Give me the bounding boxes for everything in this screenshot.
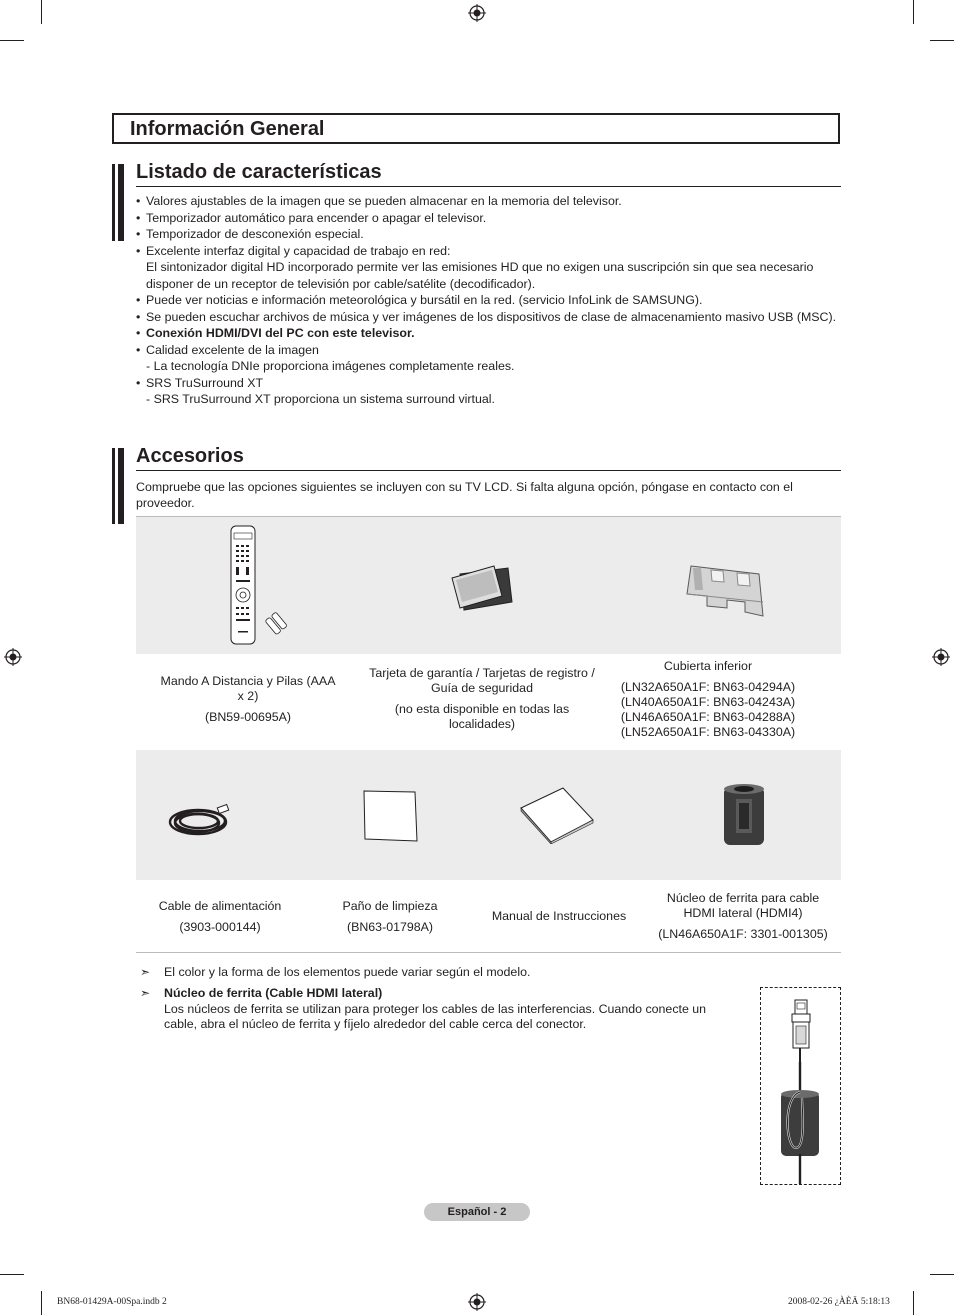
features-title: Listado de características [136, 161, 382, 183]
accessories-intro: Compruebe que las opciones siguientes se incluyen con su TV LCD. Si falta alguna opción, póngase en contacto con el proveedor. [136, 480, 793, 510]
registration-mark-icon [4, 648, 22, 666]
accessories-title: Accesorios [136, 445, 244, 467]
feature-text: • Temporizador automático para encender o apagar el televisor. [146, 210, 487, 225]
crop-mark [930, 40, 954, 41]
ferrite-note-title: Núcleo de ferrita (Cable HDMI lateral) [164, 986, 383, 1000]
accessory-code: (LN32A650A1F: BN63-04294A) [620, 680, 796, 694]
accessory-code: (LN40A650A1F: BN63-04243A) [620, 695, 796, 709]
feature-item [136, 226, 842, 243]
chapter-header [112, 113, 840, 144]
crop-mark [0, 40, 24, 41]
feature-text: • Se pueden escuchar archivos de música y ver imágenes de los dispositivos de clase de almacenamiento masivo USB (MSC). [146, 309, 837, 324]
ferrite-core-icon [722, 783, 766, 849]
accessory-name: Núcleo de ferrita para cable HDMI lateral (HDMI4) [666, 891, 820, 920]
accessories-rule [136, 470, 841, 471]
feature-item [136, 375, 842, 408]
feature-text: • SRS TruSurround XT [146, 375, 264, 390]
accessory-caption [616, 659, 800, 740]
accessory-caption [160, 674, 336, 725]
accessory-code: (BN59-00695A) [204, 710, 292, 724]
accessory-name: Tarjeta de garantía / Tarjetas de registro / Guía de seguridad [369, 666, 595, 695]
accessory-name: Cable de alimentación [158, 899, 282, 913]
accessory-code: (BN63-01798A) [346, 920, 434, 934]
accessory-name: Cubierta inferior [663, 659, 753, 673]
note-arrow-icon: ➣ [140, 965, 151, 979]
remote-control-icon [226, 525, 288, 647]
registration-mark-icon [932, 648, 950, 666]
feature-text: • Excelente interfaz digital y capacidad de trabajo en red: [146, 243, 451, 258]
features-rule [136, 186, 841, 187]
feature-item [136, 342, 842, 375]
warranty-cards-icon [450, 564, 514, 614]
ferrite-note [164, 986, 736, 1033]
section-bar [112, 448, 115, 524]
accessory-code: (no esta disponible en todas las localidades) [394, 702, 570, 731]
section-bar [118, 164, 124, 241]
accessory-name: Paño de limpieza [342, 899, 438, 913]
feature-text: • Conexión HDMI/DVI del PC con este televisor. [146, 326, 415, 340]
crop-mark [41, 1291, 42, 1315]
section-bar [112, 164, 115, 241]
feature-item [136, 292, 842, 309]
bottom-cover-icon [683, 562, 765, 620]
page-number-badge: Español - 2 [424, 1203, 530, 1221]
accessory-name: Manual de Instrucciones [491, 909, 627, 923]
feature-item [136, 210, 842, 227]
footer-file-name: BN68-01429A-00Spa.indb 2 [57, 1297, 167, 1307]
feature-text: • Calidad excelente de la imagen [146, 342, 319, 357]
registration-mark-icon [468, 1293, 486, 1311]
accessory-caption [316, 899, 464, 935]
feature-text: • Temporizador de desconexión especial. [146, 227, 364, 241]
crop-mark [930, 1274, 954, 1275]
accessory-caption [476, 909, 642, 924]
cleaning-cloth-icon [361, 788, 419, 844]
accessory-caption [648, 891, 838, 942]
feature-text: - SRS TruSurround XT proporciona un sistema surround virtual. [146, 392, 495, 406]
feature-text: • Valores ajustables de la imagen que se pueden almacenar en la memoria del televisor. [146, 194, 622, 208]
section-bar [118, 448, 124, 524]
accessory-code: (3903-000144) [179, 920, 261, 934]
accessories-bottom-rule [136, 952, 841, 953]
accessory-code: (LN46A650A1F: BN63-04288A) [620, 710, 796, 724]
note-arrow-icon: ➣ [140, 986, 151, 1000]
crop-mark [41, 0, 42, 24]
ferrite-note-text: Los núcleos de ferrita se utilizan para proteger los cables de las interferencias. Cuando conecte un cable, abra el núcleo de ferrita y fíjelo alrededor del cable cerca del conector. [164, 1001, 707, 1031]
manual-icon [519, 786, 595, 844]
feature-item [136, 309, 842, 326]
feature-text: El sintonizador digital HD incorporado permite ver las emisiones HD que no exigen una suscripción sin que sea necesario disponer de un receptor de televisión por cable/satélite (decodificador). [146, 260, 814, 291]
chapter-title: Información General [130, 118, 325, 140]
registration-mark-icon [468, 4, 486, 22]
accessory-caption [146, 899, 294, 935]
accessory-code: (LN52A650A1F: BN63-04330A) [620, 725, 796, 739]
feature-item [136, 193, 842, 210]
accessory-name: Mando A Distancia y Pilas (AAA x 2) [160, 674, 336, 703]
accessory-caption [362, 666, 602, 732]
crop-mark [913, 1291, 914, 1315]
note-text: El color y la forma de los elementos puede variar según el modelo. [164, 965, 531, 979]
accessory-code: (LN46A650A1F: 3301-001305) [658, 927, 828, 941]
power-cable-icon [166, 800, 238, 842]
crop-mark [0, 1274, 24, 1275]
feature-item [136, 243, 842, 293]
feature-list [136, 193, 842, 408]
feature-text: • Puede ver noticias e información meteorológica y bursátil en la red. (servicio InfoLink de SAMSUNG). [146, 293, 703, 307]
ferrite-cable-illustration-icon [772, 998, 830, 1184]
feature-text: - La tecnología DNIe proporciona imágenes completamente reales. [146, 359, 515, 373]
crop-mark [913, 0, 914, 24]
footer-timestamp: 2008-02-26 ¿ÀÈÄ 5:18:13 [788, 1297, 890, 1307]
feature-item [136, 325, 842, 342]
